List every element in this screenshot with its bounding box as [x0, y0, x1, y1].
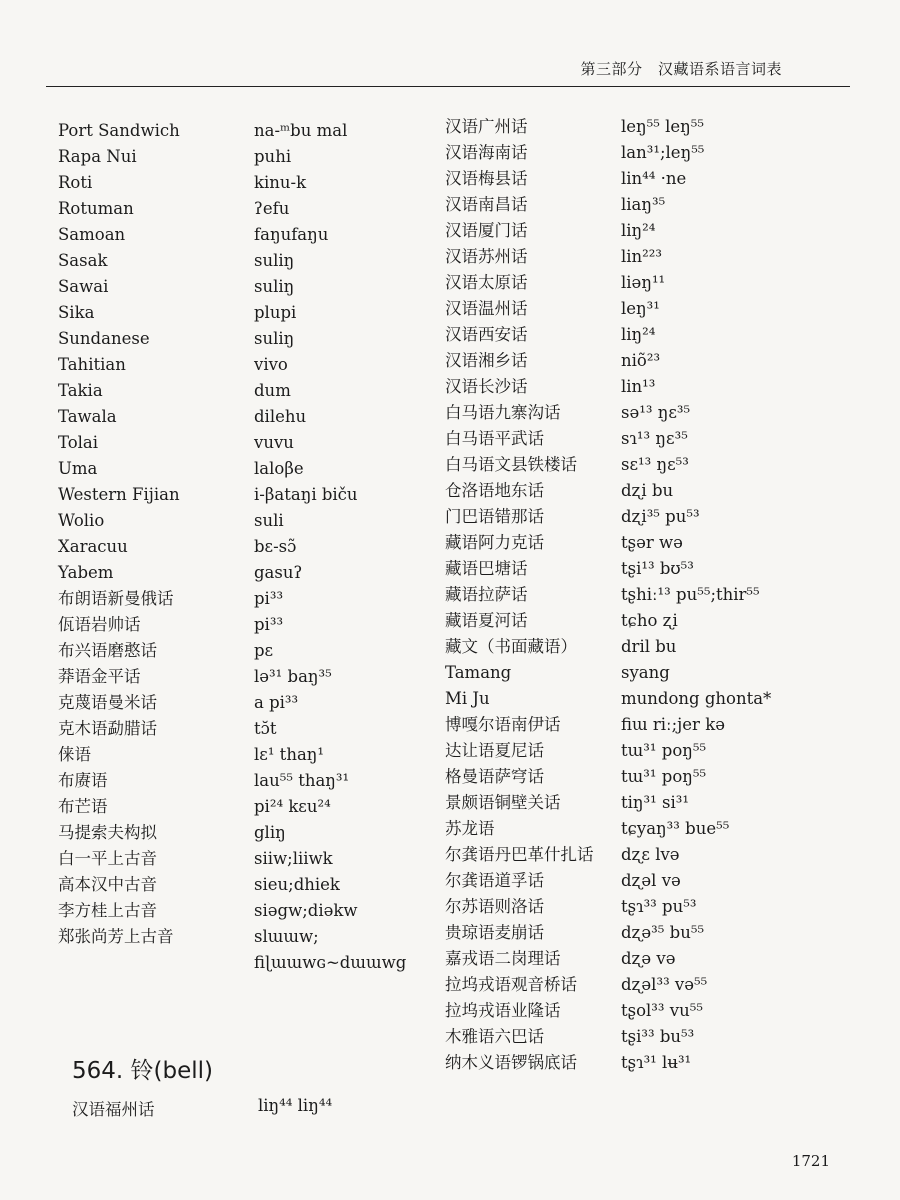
entry-term: 尔龚语道孚话 — [445, 871, 544, 890]
entry-form: vuvu — [254, 433, 294, 452]
entry-form: suli — [254, 511, 284, 530]
entry-term: Rotuman — [58, 199, 134, 218]
entry-term: 高本汉中古音 — [58, 875, 157, 894]
entry-row — [445, 920, 865, 946]
entry-term: Roti — [58, 173, 93, 192]
entry-row — [445, 296, 865, 322]
entry-row — [445, 660, 865, 686]
entry-row — [445, 608, 865, 634]
entry-form: dʐəl³³ və⁵⁵ — [621, 975, 708, 994]
entry-row — [445, 868, 865, 894]
entry-term: 贵琼语麦崩话 — [445, 923, 544, 942]
entry-row — [445, 504, 865, 530]
entry-term: 莽语金平话 — [58, 667, 141, 686]
entry-term: Mi Ju — [445, 689, 490, 708]
entry-form: tɔ̆t — [254, 719, 277, 738]
entry-row — [445, 686, 865, 712]
entry-form: lin⁴⁴ ·ne — [621, 169, 687, 188]
header-rule — [46, 86, 850, 87]
entry-term: 汉语长沙话 — [445, 377, 528, 396]
entry-form: fiɭɯɯwɢ~dɯɯwg — [254, 953, 407, 972]
entry-form: sɛ¹³ ŋɛ⁵³ — [621, 455, 689, 474]
entry-row — [58, 560, 418, 586]
entry-form: dʐi bu — [621, 481, 674, 500]
entry-term: 纳木义语锣锅底话 — [445, 1053, 577, 1072]
running-header: 第三部分 汉藏语系语言词表 — [580, 60, 782, 78]
entry-term: 布赓语 — [58, 771, 108, 790]
entry-term: 布芒语 — [58, 797, 108, 816]
entry-row — [445, 582, 865, 608]
entry-form: liəŋ¹¹ — [621, 273, 666, 292]
entry-row — [58, 248, 418, 274]
entry-form: tʂɿ³¹ lʉ³¹ — [621, 1053, 692, 1072]
section-heading: 564. 铃(bell) — [72, 1058, 213, 1084]
entry-term: 李方桂上古音 — [58, 901, 157, 920]
entry-term: 俫语 — [58, 745, 91, 764]
entry-term: 达让语夏尼话 — [445, 741, 544, 760]
entry-form: lan³¹;leŋ⁵⁵ — [621, 143, 705, 162]
entry-row — [58, 612, 418, 638]
entry-form: dʐi³⁵ pu⁵³ — [621, 507, 700, 526]
entry-term: Tawala — [58, 407, 117, 426]
entry-term: 尔龚语丹巴革什扎话 — [445, 845, 594, 864]
entry-form: pɛ — [254, 641, 274, 660]
entry-term: 汉语温州话 — [445, 299, 528, 318]
entry-form: sieu;dhiek — [254, 875, 340, 894]
entry-term: 克蔑语曼米话 — [58, 693, 157, 712]
entry-term: Tamang — [445, 663, 512, 682]
entry-form: vivo — [254, 355, 288, 374]
entry-term: 博嘎尔语南伊话 — [445, 715, 561, 734]
entry-term: 苏龙语 — [445, 819, 495, 838]
entry-row — [58, 924, 418, 950]
entry-row — [445, 764, 865, 790]
entry-row — [445, 114, 865, 140]
entry-term: 汉语福州话 — [72, 1100, 155, 1119]
entry-term: 尔苏语则洛话 — [445, 897, 544, 916]
entry-form: gliŋ — [254, 823, 286, 842]
entry-form: tʂhiː¹³ pu⁵⁵;thir⁵⁵ — [621, 585, 760, 604]
entry-term: Sasak — [58, 251, 108, 270]
entry-term: 白马语文县铁楼话 — [445, 455, 577, 474]
entry-row — [445, 556, 865, 582]
entry-term: 木雅语六巴话 — [445, 1027, 544, 1046]
entry-form: syang — [621, 663, 670, 682]
entry-row — [445, 842, 865, 868]
entry-row — [58, 508, 418, 534]
entry-form: kinu-k — [254, 173, 307, 192]
entry-row — [58, 872, 418, 898]
entry-form: suliŋ — [254, 277, 295, 296]
entry-row — [58, 638, 418, 664]
entry-row — [445, 478, 865, 504]
entry-form: tʂi³³ bu⁵³ — [621, 1027, 695, 1046]
entry-term: 汉语海南话 — [445, 143, 528, 162]
entry-row — [58, 768, 418, 794]
entry-row — [445, 634, 865, 660]
entry-row — [445, 244, 865, 270]
right-column — [445, 114, 865, 1076]
entry-row — [445, 816, 865, 842]
entry-row — [58, 144, 418, 170]
entry-form: tʂər wə — [621, 533, 683, 552]
entry-form: i-βataŋi biču — [254, 485, 358, 504]
entry-form: tɯ³¹ poŋ⁵⁵ — [621, 767, 707, 786]
entry-row — [58, 534, 418, 560]
entry-term: 汉语太原话 — [445, 273, 528, 292]
entry-form: lə³¹ baŋ³⁵ — [254, 667, 332, 686]
section-entry — [72, 1096, 333, 1120]
entry-term: 门巴语错那话 — [445, 507, 544, 526]
entry-form: tɕyaŋ³³ bue⁵⁵ — [621, 819, 730, 838]
entry-term: 汉语广州话 — [445, 117, 528, 136]
entry-term: Wolio — [58, 511, 105, 530]
entry-row — [445, 270, 865, 296]
entry-row — [58, 378, 418, 404]
entry-form: fiɯ riː;jer kə — [621, 715, 725, 734]
entry-term: 布朗语新曼俄话 — [58, 589, 174, 608]
entry-form: dʐəl və — [621, 871, 681, 890]
entry-term: 格曼语萨穹话 — [445, 767, 544, 786]
entry-row — [445, 1024, 865, 1050]
entry-row — [445, 426, 865, 452]
entry-term: 汉语湘乡话 — [445, 351, 528, 370]
entry-row — [445, 322, 865, 348]
entry-form: pi³³ — [254, 615, 284, 634]
entry-row — [445, 348, 865, 374]
entry-row — [58, 430, 418, 456]
entry-term: 白马语平武话 — [445, 429, 544, 448]
entry-row — [445, 712, 865, 738]
entry-term: 藏语阿力克话 — [445, 533, 544, 552]
entry-row — [58, 170, 418, 196]
entry-row — [58, 456, 418, 482]
entry-row — [58, 586, 418, 612]
entry-term: 汉语南昌话 — [445, 195, 528, 214]
entry-term: 拉坞戎语业隆话 — [445, 1001, 561, 1020]
entry-form: sə¹³ ŋɛ³⁵ — [621, 403, 691, 422]
entry-term: 郑张尚芳上古音 — [58, 927, 174, 946]
entry-form: ʔefu — [254, 199, 290, 218]
entry-term: 佤语岩帅话 — [58, 615, 141, 634]
entry-form: liaŋ³⁵ — [621, 195, 666, 214]
entry-row — [445, 140, 865, 166]
entry-row — [445, 530, 865, 556]
entry-form: lɛ¹ thaŋ¹ — [254, 745, 325, 764]
entry-form: lin²²³ — [621, 247, 663, 266]
entry-form: mundong ghonta* — [621, 689, 772, 708]
entry-term: 克木语勐腊话 — [58, 719, 157, 738]
entry-term: Port Sandwich — [58, 121, 180, 140]
entry-row — [58, 482, 418, 508]
entry-row — [58, 352, 418, 378]
entry-term: 藏语拉萨话 — [445, 585, 528, 604]
entry-term: Samoan — [58, 225, 126, 244]
entry-term: Sika — [58, 303, 95, 322]
entry-form: siəgw;diəkw — [254, 901, 358, 920]
entry-row — [58, 326, 418, 352]
entry-term: 白马语九寨沟话 — [445, 403, 561, 422]
entry-form: plupi — [254, 303, 297, 322]
entry-row — [58, 196, 418, 222]
entry-row — [445, 998, 865, 1024]
entry-row — [58, 794, 418, 820]
entry-form: dum — [254, 381, 291, 400]
entry-form: liŋ⁴⁴ liŋ⁴⁴ — [258, 1096, 333, 1115]
entry-term: 藏语夏河话 — [445, 611, 528, 630]
entry-row — [58, 898, 418, 924]
entry-term: 藏语巴塘话 — [445, 559, 528, 578]
entry-term: Xaracuu — [58, 537, 128, 556]
entry-form: puhi — [254, 147, 292, 166]
entry-form: dilehu — [254, 407, 307, 426]
entry-form: tɕho ʐi — [621, 611, 678, 630]
entry-form: suliŋ — [254, 329, 295, 348]
entry-form: a pi³³ — [254, 693, 299, 712]
page-number: 1721 — [791, 1152, 830, 1170]
entry-form: liŋ²⁴ — [621, 221, 656, 240]
entry-term: 嘉戎语二岗理话 — [445, 949, 561, 968]
entry-form: tiŋ³¹ si³¹ — [621, 793, 689, 812]
entry-row — [58, 820, 418, 846]
entry-row — [445, 1050, 865, 1076]
entry-row — [58, 664, 418, 690]
entry-form: tʂol³³ vu⁵⁵ — [621, 1001, 703, 1020]
entry-row — [58, 742, 418, 768]
entry-term: 汉语厦门话 — [445, 221, 528, 240]
entry-form: tʂɿ³³ pu⁵³ — [621, 897, 697, 916]
entry-row — [58, 222, 418, 248]
entry-row — [445, 946, 865, 972]
entry-form: na-ᵐbu mal — [254, 121, 348, 140]
entry-row — [58, 716, 418, 742]
entry-term: Yabem — [58, 563, 114, 582]
entry-form: niõ²³ — [621, 351, 661, 370]
entry-row — [445, 400, 865, 426]
entry-form: pi²⁴ kɛu²⁴ — [254, 797, 331, 816]
entry-form: leŋ³¹ — [621, 299, 660, 318]
entry-term: 汉语梅县话 — [445, 169, 528, 188]
entry-row — [58, 690, 418, 716]
entry-form: slɯɯw; — [254, 927, 319, 946]
entry-form: faŋufaŋu — [254, 225, 329, 244]
entry-term: 景颇语铜壁关话 — [445, 793, 561, 812]
entry-row — [58, 118, 418, 144]
entry-form: lin¹³ — [621, 377, 656, 396]
entry-form: tʂi¹³ bʊ⁵³ — [621, 559, 694, 578]
entry-form: bɛ-sɔ̃ — [254, 537, 297, 556]
entry-form: dʐə³⁵ bu⁵⁵ — [621, 923, 705, 942]
entry-form: suliŋ — [254, 251, 295, 270]
entry-term: 布兴语磨憨话 — [58, 641, 157, 660]
entry-row — [445, 374, 865, 400]
entry-term: 仓洛语地东话 — [445, 481, 544, 500]
entry-row — [445, 738, 865, 764]
entry-row — [58, 274, 418, 300]
entry-term: Uma — [58, 459, 98, 478]
entry-form: lau⁵⁵ thaŋ³¹ — [254, 771, 350, 790]
entry-form: tɯ³¹ poŋ⁵⁵ — [621, 741, 707, 760]
entry-form: pi³³ — [254, 589, 284, 608]
entry-row — [58, 300, 418, 326]
entry-term: Sundanese — [58, 329, 150, 348]
entry-form: liŋ²⁴ — [621, 325, 656, 344]
entry-form: dʐɛ lvə — [621, 845, 680, 864]
entry-row — [445, 192, 865, 218]
entry-row — [445, 790, 865, 816]
entry-term: Sawai — [58, 277, 109, 296]
entry-row — [445, 452, 865, 478]
entry-row — [58, 950, 418, 976]
entry-term: 藏文（书面藏语） — [445, 637, 577, 656]
entry-row — [445, 218, 865, 244]
entry-form: leŋ⁵⁵ leŋ⁵⁵ — [621, 117, 705, 136]
entry-term: Western Fijian — [58, 485, 180, 504]
entry-form: dril bu — [621, 637, 677, 656]
left-column — [58, 118, 418, 976]
entry-form: gasuʔ — [254, 563, 303, 582]
entry-term: 拉坞戎语观音桥话 — [445, 975, 577, 994]
entry-row — [58, 846, 418, 872]
entry-term: Rapa Nui — [58, 147, 137, 166]
entry-form: dʐə və — [621, 949, 676, 968]
entry-form: siiw;liiwk — [254, 849, 333, 868]
entry-term: Tolai — [58, 433, 99, 452]
entry-row — [445, 166, 865, 192]
entry-term: 汉语西安话 — [445, 325, 528, 344]
entry-row — [445, 972, 865, 998]
entry-row — [445, 894, 865, 920]
entry-row — [58, 404, 418, 430]
entry-term: 汉语苏州话 — [445, 247, 528, 266]
entry-term: 白一平上古音 — [58, 849, 157, 868]
entry-term: Tahitian — [58, 355, 126, 374]
entry-term: 马提索夫构拟 — [58, 823, 157, 842]
entry-form: sɿ¹³ ŋɛ³⁵ — [621, 429, 688, 448]
entry-form: laloβe — [254, 459, 304, 478]
entry-term: Takia — [58, 381, 103, 400]
